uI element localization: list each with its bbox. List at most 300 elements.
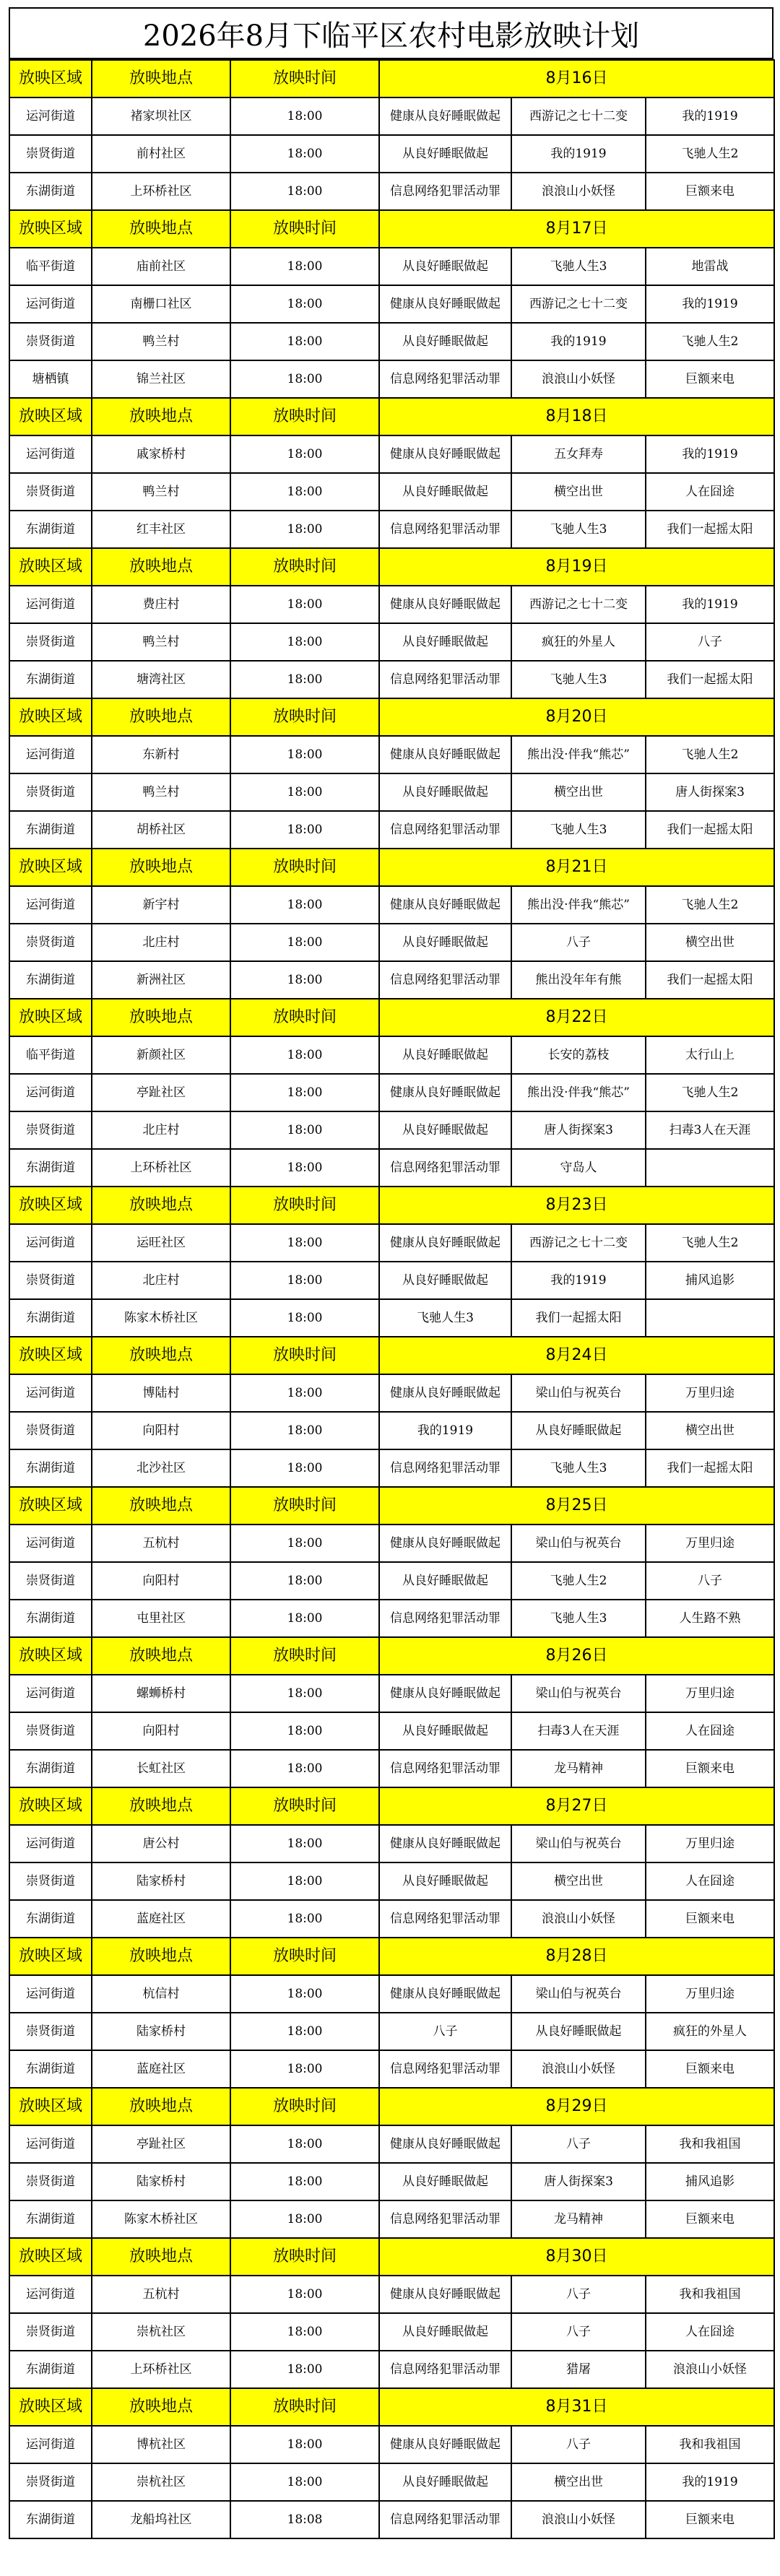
table-row [9, 961, 774, 999]
day-header-row [9, 1337, 774, 1374]
table-row [9, 2501, 774, 2538]
table-row [9, 285, 774, 323]
cell-location: 上环桥社区 [92, 2351, 230, 2388]
table-row [9, 811, 774, 849]
cell-film-1: 健康从良好睡眠做起 [379, 97, 511, 135]
cell-time: 18:00 [230, 1412, 379, 1449]
cell-film-2: 我的1919 [511, 323, 646, 360]
table-row [9, 2125, 774, 2163]
cell-film-1: 信息网络犯罪活动罪 [379, 1600, 511, 1637]
cell-location: 新颜社区 [92, 1036, 230, 1074]
cell-film-2: 猎屠 [511, 2351, 646, 2388]
cell-film-1: 从良好睡眠做起 [379, 773, 511, 811]
cell-film-1: 健康从良好睡眠做起 [379, 1074, 511, 1111]
cell-film-3: 我的1919 [646, 97, 774, 135]
cell-location: 博陆村 [92, 1374, 230, 1412]
header-location: 放映地点 [92, 548, 230, 586]
cell-district: 东湖街道 [9, 173, 92, 210]
cell-time: 18:00 [230, 1600, 379, 1637]
cell-location: 五杭村 [92, 1525, 230, 1562]
table-row [9, 1299, 774, 1337]
day-date: 8月30日 [379, 2238, 774, 2276]
cell-film-1: 健康从良好睡眠做起 [379, 285, 511, 323]
header-time: 放映时间 [230, 849, 379, 886]
cell-district: 运河街道 [9, 285, 92, 323]
cell-film-3: 人在囧途 [646, 2313, 774, 2351]
cell-location: 向阳村 [92, 1712, 230, 1750]
table-row [9, 1374, 774, 1412]
cell-film-1: 健康从良好睡眠做起 [379, 586, 511, 623]
cell-film-3: 飞驰人生2 [646, 1074, 774, 1111]
header-time: 放映时间 [230, 210, 379, 248]
cell-film-1: 八子 [379, 2013, 511, 2050]
cell-film-2: 龙马精神 [511, 1750, 646, 1787]
cell-time: 18:00 [230, 2313, 379, 2351]
cell-film-3: 我的1919 [646, 2463, 774, 2501]
header-district: 放映区域 [9, 548, 92, 586]
day-header-row [9, 2388, 774, 2426]
table-row [9, 2276, 774, 2313]
cell-film-3: 我们一起摇太阳 [646, 811, 774, 849]
cell-film-1: 信息网络犯罪活动罪 [379, 2200, 511, 2238]
cell-location: 锦兰社区 [92, 360, 230, 398]
header-district: 放映区域 [9, 1487, 92, 1525]
cell-film-1: 健康从良好睡眠做起 [379, 1525, 511, 1562]
table-row [9, 886, 774, 924]
cell-film-3: 人在囧途 [646, 1712, 774, 1750]
cell-film-2: 我们一起摇太阳 [511, 1299, 646, 1337]
cell-film-1: 从良好睡眠做起 [379, 1111, 511, 1149]
cell-district: 运河街道 [9, 736, 92, 773]
header-time: 放映时间 [230, 999, 379, 1036]
cell-film-3: 巨额来电 [646, 2050, 774, 2088]
cell-district: 东湖街道 [9, 2351, 92, 2388]
cell-time: 18:00 [230, 586, 379, 623]
cell-film-3: 飞驰人生2 [646, 736, 774, 773]
cell-film-1: 从良好睡眠做起 [379, 924, 511, 961]
cell-location: 北庄村 [92, 924, 230, 961]
cell-film-2: 龙马精神 [511, 2200, 646, 2238]
cell-film-3: 飞驰人生2 [646, 886, 774, 924]
cell-film-1: 健康从良好睡眠做起 [379, 2426, 511, 2463]
cell-film-3: 横空出世 [646, 924, 774, 961]
cell-film-3: 万里归途 [646, 1675, 774, 1712]
cell-location: 运旺社区 [92, 1224, 230, 1262]
schedule-table [9, 59, 775, 2539]
cell-district: 崇贤街道 [9, 1111, 92, 1149]
cell-film-3: 万里归途 [646, 1825, 774, 1862]
cell-time: 18:00 [230, 1374, 379, 1412]
cell-film-3: 捕风追影 [646, 1262, 774, 1299]
cell-district: 崇贤街道 [9, 2313, 92, 2351]
table-row [9, 248, 774, 285]
cell-time: 18:00 [230, 2426, 379, 2463]
cell-location: 向阳村 [92, 1412, 230, 1449]
cell-district: 崇贤街道 [9, 2163, 92, 2200]
cell-time: 18:00 [230, 511, 379, 548]
cell-time: 18:00 [230, 961, 379, 999]
cell-film-1: 信息网络犯罪活动罪 [379, 2050, 511, 2088]
cell-time: 18:00 [230, 2013, 379, 2050]
cell-district: 运河街道 [9, 2276, 92, 2313]
table-row [9, 1074, 774, 1111]
day-date: 8月22日 [379, 999, 774, 1036]
cell-film-1: 从良好睡眠做起 [379, 473, 511, 511]
cell-film-2: 浪浪山小妖怪 [511, 1900, 646, 1938]
cell-film-2: 浪浪山小妖怪 [511, 360, 646, 398]
cell-time: 18:00 [230, 1862, 379, 1900]
cell-film-1: 健康从良好睡眠做起 [379, 435, 511, 473]
header-time: 放映时间 [230, 1938, 379, 1975]
cell-location: 鸭兰村 [92, 323, 230, 360]
header-time: 放映时间 [230, 398, 379, 435]
cell-film-2: 熊出没年年有熊 [511, 961, 646, 999]
cell-district: 崇贤街道 [9, 1562, 92, 1600]
day-date: 8月24日 [379, 1337, 774, 1374]
day-header-row [9, 2238, 774, 2276]
cell-film-1: 从良好睡眠做起 [379, 623, 511, 661]
table-row [9, 736, 774, 773]
cell-location: 龙船坞社区 [92, 2501, 230, 2538]
cell-location: 褚家坝社区 [92, 97, 230, 135]
cell-time: 18:00 [230, 360, 379, 398]
cell-location: 陈家木桥社区 [92, 2200, 230, 2238]
header-time: 放映时间 [230, 2238, 379, 2276]
day-header-row [9, 999, 774, 1036]
cell-location: 陈家木桥社区 [92, 1299, 230, 1337]
cell-film-3: 巨额来电 [646, 173, 774, 210]
cell-district: 东湖街道 [9, 1750, 92, 1787]
cell-film-1: 健康从良好睡眠做起 [379, 1675, 511, 1712]
cell-film-1: 从良好睡眠做起 [379, 248, 511, 285]
day-date: 8月25日 [379, 1487, 774, 1525]
cell-film-1: 信息网络犯罪活动罪 [379, 2351, 511, 2388]
cell-film-2: 从良好睡眠做起 [511, 1412, 646, 1449]
cell-location: 费庄村 [92, 586, 230, 623]
header-district: 放映区域 [9, 999, 92, 1036]
cell-district: 崇贤街道 [9, 1262, 92, 1299]
day-header-row [9, 60, 774, 97]
table-row [9, 1562, 774, 1600]
cell-time: 18:00 [230, 736, 379, 773]
cell-film-2: 横空出世 [511, 2463, 646, 2501]
cell-film-3: 我和我祖国 [646, 2125, 774, 2163]
cell-district: 运河街道 [9, 2125, 92, 2163]
cell-district: 临平街道 [9, 248, 92, 285]
cell-film-3: 捕风追影 [646, 2163, 774, 2200]
table-row [9, 360, 774, 398]
cell-film-2: 我的1919 [511, 135, 646, 173]
cell-location: 鸭兰村 [92, 623, 230, 661]
table-row [9, 586, 774, 623]
cell-film-3: 巨额来电 [646, 1750, 774, 1787]
cell-location: 杭信村 [92, 1975, 230, 2013]
cell-film-2: 八子 [511, 924, 646, 961]
cell-district: 崇贤街道 [9, 1412, 92, 1449]
cell-film-3: 我的1919 [646, 435, 774, 473]
cell-time: 18:00 [230, 1525, 379, 1562]
cell-district: 运河街道 [9, 2426, 92, 2463]
cell-film-3: 我的1919 [646, 586, 774, 623]
cell-district: 运河街道 [9, 1675, 92, 1712]
cell-district: 崇贤街道 [9, 623, 92, 661]
cell-film-3: 万里归途 [646, 1975, 774, 2013]
table-row [9, 2313, 774, 2351]
cell-district: 东湖街道 [9, 2501, 92, 2538]
table-row [9, 2200, 774, 2238]
day-date: 8月21日 [379, 849, 774, 886]
table-row [9, 924, 774, 961]
cell-film-2: 梁山伯与祝英台 [511, 1975, 646, 2013]
cell-time: 18:00 [230, 1299, 379, 1337]
table-row [9, 1449, 774, 1487]
cell-film-2: 飞驰人生3 [511, 1600, 646, 1637]
table-row [9, 1900, 774, 1938]
cell-location: 鸭兰村 [92, 773, 230, 811]
cell-film-2: 飞驰人生3 [511, 511, 646, 548]
header-district: 放映区域 [9, 1337, 92, 1374]
cell-district: 运河街道 [9, 1074, 92, 1111]
table-row [9, 1750, 774, 1787]
header-district: 放映区域 [9, 1938, 92, 1975]
cell-film-2: 八子 [511, 2313, 646, 2351]
header-time: 放映时间 [230, 698, 379, 736]
day-date: 8月19日 [379, 548, 774, 586]
cell-time: 18:00 [230, 2050, 379, 2088]
cell-film-3: 地雷战 [646, 248, 774, 285]
table-row [9, 473, 774, 511]
cell-district: 崇贤街道 [9, 135, 92, 173]
day-header-row [9, 210, 774, 248]
cell-film-2: 飞驰人生3 [511, 1449, 646, 1487]
header-location: 放映地点 [92, 60, 230, 97]
cell-film-3: 横空出世 [646, 1412, 774, 1449]
table-row [9, 2426, 774, 2463]
table-row [9, 323, 774, 360]
cell-location: 庙前社区 [92, 248, 230, 285]
cell-location: 博杭社区 [92, 2426, 230, 2463]
cell-film-2: 八子 [511, 2426, 646, 2463]
cell-film-2: 熊出没·伴我“熊芯” [511, 736, 646, 773]
cell-film-3: 万里归途 [646, 1374, 774, 1412]
cell-film-2: 西游记之七十二变 [511, 1224, 646, 1262]
cell-time: 18:00 [230, 924, 379, 961]
header-district: 放映区域 [9, 2388, 92, 2426]
cell-time: 18:00 [230, 1224, 379, 1262]
cell-film-2: 浪浪山小妖怪 [511, 2050, 646, 2088]
cell-time: 18:00 [230, 1750, 379, 1787]
cell-time: 18:00 [230, 2125, 379, 2163]
cell-district: 运河街道 [9, 1825, 92, 1862]
cell-location: 陆家桥村 [92, 2013, 230, 2050]
cell-district: 运河街道 [9, 1975, 92, 2013]
cell-film-2: 浪浪山小妖怪 [511, 2501, 646, 2538]
cell-location: 戚家桥村 [92, 435, 230, 473]
cell-district: 崇贤街道 [9, 924, 92, 961]
cell-film-3: 人生路不熟 [646, 1600, 774, 1637]
cell-district: 东湖街道 [9, 661, 92, 698]
cell-film-3: 万里归途 [646, 1525, 774, 1562]
header-location: 放映地点 [92, 1637, 230, 1675]
table-row [9, 2351, 774, 2388]
header-time: 放映时间 [230, 548, 379, 586]
header-location: 放映地点 [92, 1187, 230, 1224]
cell-film-2: 八子 [511, 2125, 646, 2163]
cell-film-2: 梁山伯与祝英台 [511, 1525, 646, 1562]
cell-film-2: 扫毒3人在天涯 [511, 1712, 646, 1750]
cell-time: 18:00 [230, 173, 379, 210]
header-location: 放映地点 [92, 1787, 230, 1825]
cell-film-2: 疯狂的外星人 [511, 623, 646, 661]
cell-location: 螺蛳桥村 [92, 1675, 230, 1712]
day-date: 8月28日 [379, 1938, 774, 1975]
cell-district: 临平街道 [9, 1036, 92, 1074]
cell-time: 18:00 [230, 323, 379, 360]
header-location: 放映地点 [92, 2238, 230, 2276]
cell-location: 新洲社区 [92, 961, 230, 999]
table-row [9, 1111, 774, 1149]
cell-film-3: 我的1919 [646, 285, 774, 323]
cell-time: 18:00 [230, 1975, 379, 2013]
cell-district: 东湖街道 [9, 1449, 92, 1487]
cell-film-2: 从良好睡眠做起 [511, 2013, 646, 2050]
cell-location: 南栅口社区 [92, 285, 230, 323]
cell-film-2: 横空出世 [511, 473, 646, 511]
cell-film-1: 健康从良好睡眠做起 [379, 1224, 511, 1262]
cell-film-2: 横空出世 [511, 1862, 646, 1900]
table-row [9, 511, 774, 548]
header-location: 放映地点 [92, 1337, 230, 1374]
cell-location: 上环桥社区 [92, 1149, 230, 1187]
header-district: 放映区域 [9, 1187, 92, 1224]
day-date: 8月27日 [379, 1787, 774, 1825]
header-district: 放映区域 [9, 60, 92, 97]
table-row [9, 773, 774, 811]
cell-film-3 [646, 1299, 774, 1337]
cell-film-3 [646, 1149, 774, 1187]
cell-time: 18:00 [230, 811, 379, 849]
cell-time: 18:00 [230, 248, 379, 285]
cell-location: 北庄村 [92, 1111, 230, 1149]
cell-district: 运河街道 [9, 1374, 92, 1412]
cell-film-1: 从良好睡眠做起 [379, 2463, 511, 2501]
cell-film-1: 健康从良好睡眠做起 [379, 1825, 511, 1862]
cell-district: 崇贤街道 [9, 2013, 92, 2050]
table-row [9, 1412, 774, 1449]
header-district: 放映区域 [9, 1787, 92, 1825]
cell-district: 东湖街道 [9, 1600, 92, 1637]
cell-time: 18:00 [230, 1712, 379, 1750]
cell-district: 东湖街道 [9, 1299, 92, 1337]
cell-film-3: 飞驰人生2 [646, 323, 774, 360]
cell-location: 陆家桥村 [92, 1862, 230, 1900]
table-row [9, 1862, 774, 1900]
day-date: 8月18日 [379, 398, 774, 435]
cell-film-3: 飞驰人生2 [646, 135, 774, 173]
cell-district: 东湖街道 [9, 811, 92, 849]
cell-film-1: 从良好睡眠做起 [379, 1036, 511, 1074]
cell-time: 18:00 [230, 1449, 379, 1487]
cell-time: 18:00 [230, 1036, 379, 1074]
cell-film-2: 熊出没·伴我“熊芯” [511, 886, 646, 924]
cell-location: 亭趾社区 [92, 2125, 230, 2163]
day-date: 8月16日 [379, 60, 774, 97]
table-row [9, 623, 774, 661]
cell-film-1: 从良好睡眠做起 [379, 135, 511, 173]
cell-time: 18:00 [230, 773, 379, 811]
cell-location: 胡桥社区 [92, 811, 230, 849]
cell-film-2: 唐人街探案3 [511, 1111, 646, 1149]
cell-film-2: 横空出世 [511, 773, 646, 811]
day-header-row [9, 1787, 774, 1825]
cell-time: 18:00 [230, 1074, 379, 1111]
cell-film-2: 长安的荔枝 [511, 1036, 646, 1074]
day-date: 8月26日 [379, 1637, 774, 1675]
cell-film-3: 飞驰人生2 [646, 1224, 774, 1262]
header-time: 放映时间 [230, 2388, 379, 2426]
table-row [9, 1825, 774, 1862]
header-district: 放映区域 [9, 849, 92, 886]
cell-film-2: 飞驰人生3 [511, 811, 646, 849]
cell-film-3: 我们一起摇太阳 [646, 961, 774, 999]
header-district: 放映区域 [9, 2088, 92, 2125]
cell-location: 长虹社区 [92, 1750, 230, 1787]
cell-time: 18:00 [230, 1675, 379, 1712]
cell-district: 东湖街道 [9, 511, 92, 548]
cell-time: 18:00 [230, 2163, 379, 2200]
cell-district: 崇贤街道 [9, 473, 92, 511]
cell-location: 前村社区 [92, 135, 230, 173]
cell-location: 陆家桥村 [92, 2163, 230, 2200]
cell-film-3: 浪浪山小妖怪 [646, 2351, 774, 2388]
cell-film-3: 巨额来电 [646, 2501, 774, 2538]
header-location: 放映地点 [92, 698, 230, 736]
cell-film-3: 巨额来电 [646, 1900, 774, 1938]
cell-district: 东湖街道 [9, 2200, 92, 2238]
cell-time: 18:00 [230, 285, 379, 323]
header-location: 放映地点 [92, 849, 230, 886]
cell-film-3: 我们一起摇太阳 [646, 1449, 774, 1487]
cell-film-1: 从良好睡眠做起 [379, 2313, 511, 2351]
cell-film-2: 唐人街探案3 [511, 2163, 646, 2200]
cell-film-1: 信息网络犯罪活动罪 [379, 1149, 511, 1187]
cell-district: 崇贤街道 [9, 323, 92, 360]
cell-film-2: 西游记之七十二变 [511, 97, 646, 135]
cell-film-1: 健康从良好睡眠做起 [379, 2125, 511, 2163]
header-time: 放映时间 [230, 1187, 379, 1224]
day-date: 8月29日 [379, 2088, 774, 2125]
cell-film-3: 人在囧途 [646, 1862, 774, 1900]
page-title: 2026年8月下临平区农村电影放映计划 [9, 7, 774, 59]
header-district: 放映区域 [9, 2238, 92, 2276]
cell-film-1: 我的1919 [379, 1412, 511, 1449]
cell-time: 18:08 [230, 2501, 379, 2538]
cell-time: 18:00 [230, 2463, 379, 2501]
cell-district: 东湖街道 [9, 1900, 92, 1938]
cell-film-2: 梁山伯与祝英台 [511, 1374, 646, 1412]
cell-location: 新宇村 [92, 886, 230, 924]
cell-district: 崇贤街道 [9, 2463, 92, 2501]
cell-time: 18:00 [230, 2276, 379, 2313]
table-row [9, 1675, 774, 1712]
day-header-row [9, 548, 774, 586]
day-date: 8月23日 [379, 1187, 774, 1224]
cell-film-3: 疯狂的外星人 [646, 2013, 774, 2050]
cell-film-1: 健康从良好睡眠做起 [379, 2276, 511, 2313]
cell-time: 18:00 [230, 1562, 379, 1600]
day-date: 8月20日 [379, 698, 774, 736]
day-header-row [9, 1938, 774, 1975]
